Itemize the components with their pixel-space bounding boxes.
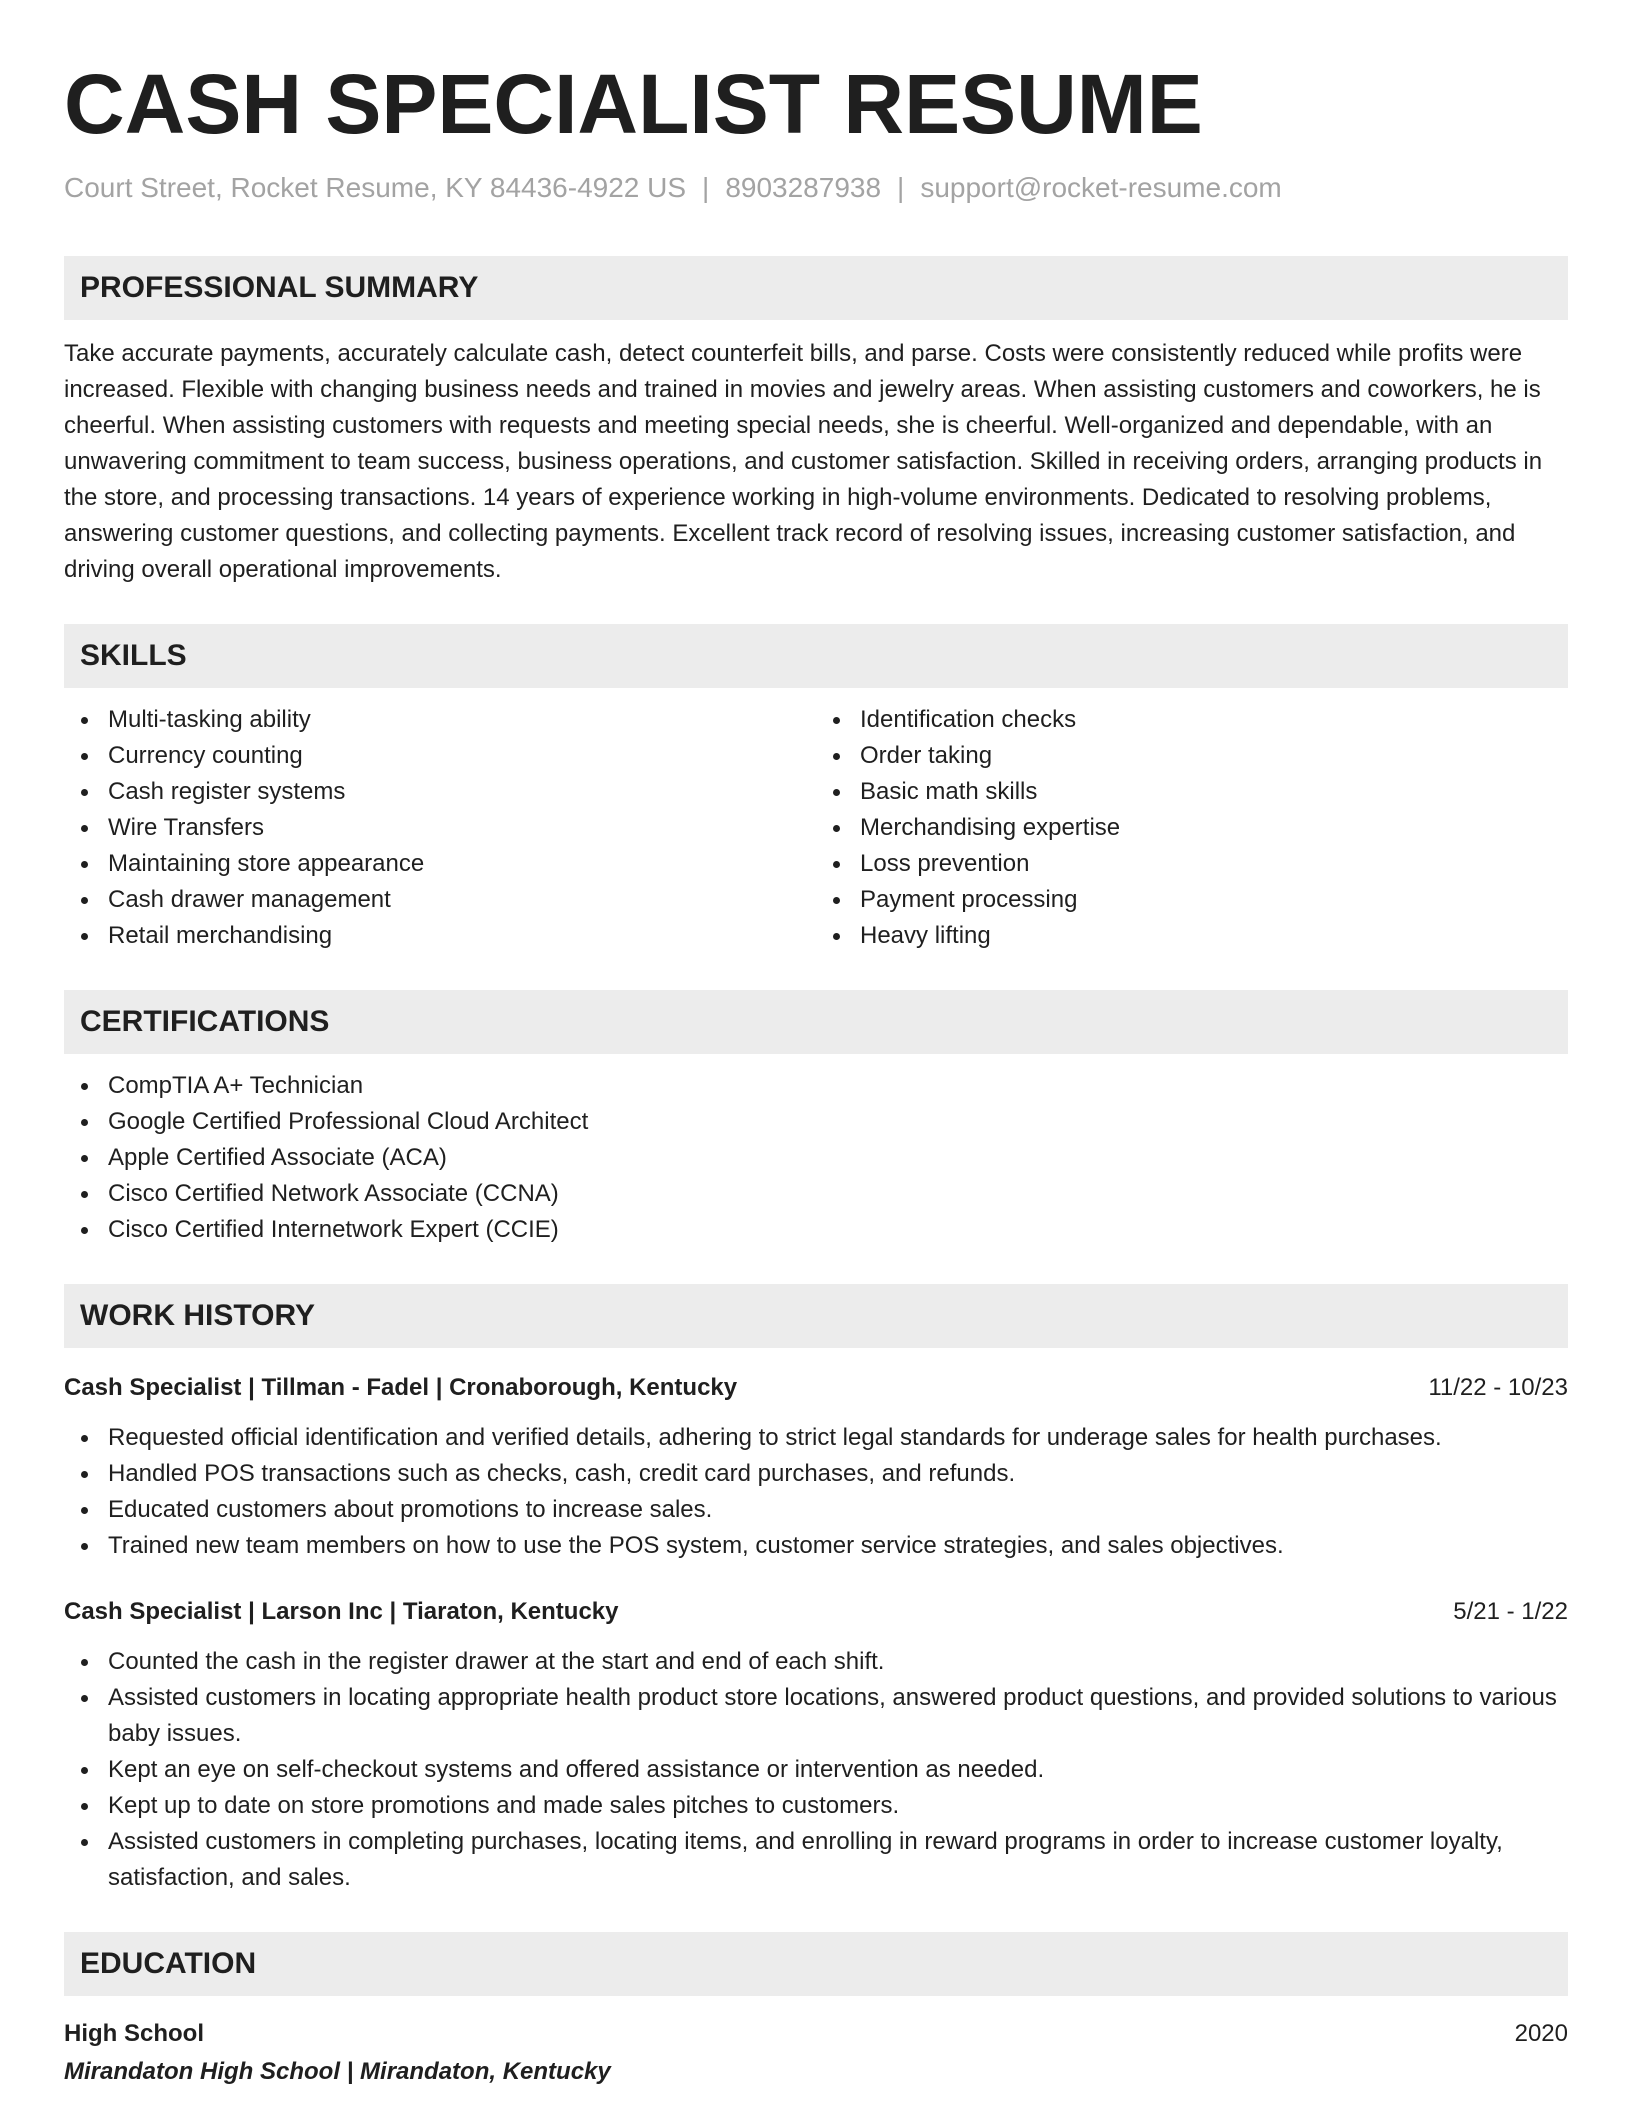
skill-item: Wire Transfers <box>108 810 816 846</box>
education-year: 2020 <box>1514 2020 1568 2047</box>
certifications-list <box>64 1068 1568 1248</box>
section-heading-skills: SKILLS <box>64 624 1568 688</box>
job-bullet: Assisted customers in completing purchases, locating items, and enrolling in reward programs in order to increase customer loyalty, satisfaction, and sales. <box>108 1824 1568 1896</box>
contact-address: Court Street, Rocket Resume, KY 84436-4922 US <box>64 172 687 203</box>
job-bullets <box>64 1644 1568 1896</box>
skill-item: Merchandising expertise <box>860 810 1568 846</box>
job-bullet: Handled POS transactions such as checks, cash, credit card purchases, and refunds. <box>108 1456 1568 1492</box>
job-bullet: Assisted customers in locating appropriate health product store locations, answered product questions, and provided solutions to various baby issues. <box>108 1680 1568 1752</box>
certification-item: CompTIA A+ Technician <box>108 1068 1568 1104</box>
job-title: Cash Specialist | Tillman - Fadel | Cronaborough, Kentucky <box>64 1374 738 1401</box>
job-header <box>64 1594 1568 1630</box>
contact-separator: | <box>702 172 710 203</box>
skill-item: Retail merchandising <box>108 918 816 954</box>
job-bullet: Kept up to date on store promotions and made sales pitches to customers. <box>108 1788 1568 1824</box>
job-dates: 11/22 - 10/23 <box>1428 1374 1568 1401</box>
job-header <box>64 1370 1568 1406</box>
skills-list-left <box>64 702 816 954</box>
job-entry <box>64 1370 1568 1564</box>
skill-item: Currency counting <box>108 738 816 774</box>
skill-item: Identification checks <box>860 702 1568 738</box>
job-bullet: Kept an eye on self-checkout systems and offered assistance or intervention as needed. <box>108 1752 1568 1788</box>
skill-item: Heavy lifting <box>860 918 1568 954</box>
skill-item: Maintaining store appearance <box>108 846 816 882</box>
contact-separator: | <box>897 172 905 203</box>
section-heading-certifications: CERTIFICATIONS <box>64 990 1568 1054</box>
skill-item: Loss prevention <box>860 846 1568 882</box>
skill-item: Order taking <box>860 738 1568 774</box>
job-title: Cash Specialist | Larson Inc | Tiaraton, Kentucky <box>64 1598 619 1625</box>
certification-item: Cisco Certified Internetwork Expert (CCIE) <box>108 1212 1568 1248</box>
education-degree: High School <box>64 2020 204 2047</box>
skill-item: Cash drawer management <box>108 882 816 918</box>
skill-item: Multi-tasking ability <box>108 702 816 738</box>
certification-item: Apple Certified Associate (ACA) <box>108 1140 1568 1176</box>
skills-list-right <box>816 702 1568 954</box>
skill-item: Basic math skills <box>860 774 1568 810</box>
job-entry <box>64 1594 1568 1896</box>
contact-line <box>64 170 1568 206</box>
job-bullets <box>64 1420 1568 1564</box>
certification-item: Cisco Certified Network Associate (CCNA) <box>108 1176 1568 1212</box>
education-header <box>64 2016 1568 2052</box>
skill-item: Cash register systems <box>108 774 816 810</box>
job-bullet: Counted the cash in the register drawer at the start and end of each shift. <box>108 1644 1568 1680</box>
certification-item: Google Certified Professional Cloud Architect <box>108 1104 1568 1140</box>
skill-item: Payment processing <box>860 882 1568 918</box>
section-heading-education: EDUCATION <box>64 1932 1568 1996</box>
skills-grid <box>64 702 1568 954</box>
section-heading-work-history: WORK HISTORY <box>64 1284 1568 1348</box>
job-bullet: Requested official identification and verified details, adhering to strict legal standards for underage sales for health purchases. <box>108 1420 1568 1456</box>
education-school: Mirandaton High School | Mirandaton, Kentucky <box>64 2058 611 2085</box>
page-title: CASH SPECIALIST RESUME <box>64 57 1203 151</box>
section-heading-summary: PROFESSIONAL SUMMARY <box>64 256 1568 320</box>
job-bullet: Trained new team members on how to use the POS system, customer service strategies, and sales objectives. <box>108 1528 1568 1564</box>
job-dates: 5/21 - 1/22 <box>1453 1598 1568 1625</box>
contact-email: support@rocket-resume.com <box>920 172 1282 203</box>
contact-phone: 8903287938 <box>725 172 882 203</box>
summary-text: Take accurate payments, accurately calculate cash, detect counterfeit bills, and parse. Costs were consistently reduced while profits were increased. Flexible with changing business needs and trained in movies and jewelry areas. When assisting customers and coworkers, he is cheerful. When assisting customers with requests and meeting special needs, she is cheerful. Well-organized and dependable, with an unwavering commitment to team success, business operations, and customer satisfaction. Skilled in receiving orders, arranging products in the store, and processing transactions. 14 years of experience working in high-volume environments. Dedicated to resolving problems, answering customer questions, and collecting payments. Excellent track record of resolving issues, increasing customer satisfaction, and driving overall operational improvements. <box>64 340 1543 583</box>
job-bullet: Educated customers about promotions to increase sales. <box>108 1492 1568 1528</box>
